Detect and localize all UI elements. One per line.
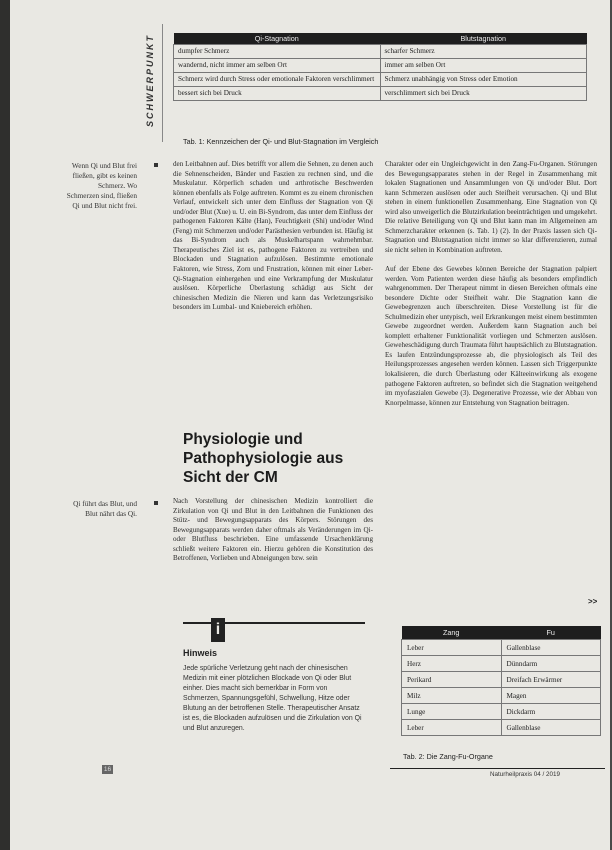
table-cell: bessert sich bei Druck xyxy=(174,87,381,101)
table2-caption: Tab. 2: Die Zang-Fu-Organe xyxy=(403,752,493,761)
table-cell: scharfer Schmerz xyxy=(380,45,587,59)
table-cell: Dreifach Erwärmer xyxy=(501,672,601,688)
page-number: 16 xyxy=(103,766,112,773)
table2-header-fu: Fu xyxy=(501,626,601,640)
table-cell: Dünndarm xyxy=(501,656,601,672)
table-cell: Perikard xyxy=(402,672,502,688)
table-row xyxy=(402,720,601,736)
table-cell: Schmerz unabhängig von Stress oder Emotion xyxy=(380,73,587,87)
table-cell: Lunge xyxy=(402,704,502,720)
magazine-page xyxy=(10,0,610,850)
table2-header-zang: Zang xyxy=(402,626,502,640)
table-cell: Leber xyxy=(402,720,502,736)
margin-note-2: Qi führt das Blut, und Blut nährt das Qi. xyxy=(73,499,137,518)
table1-header-qi: Qi-Stagnation xyxy=(174,33,381,45)
table-cell: Herz xyxy=(402,656,502,672)
margin-bullet xyxy=(154,163,158,167)
column2-text: Charakter oder ein Ungleichgewicht in den Zang-Fu-Organen. Störungen des Bewegungsapparates stehen in der Regel in Zusammenhang mit lokalen Stagnationen und Ansammlungen von Qi und/oder Blut. Dort kann Schmerzen auslösen oder auch Steifheit verursachen. Qi und Blut stehen in einem funktionellen Zusammenhang. Eine Stagnation von Qi wird also unweigerlich die Blutzirkulation beeinträchtigen und umgekehrt. Die relative Beteiligung von Qi und Blut kann man im Allgemeinen am Schmerzcharakter erkennen (s. Tab. 1) (2). In der Praxis lassen sich Qi-Stagnation und Blutstagnation nicht immer so klar differenzieren, zumal sie nicht selten in Kombination auftreten. Auf der Ebene des Gewebes können Bereiche der Stagnation palpiert werden. Vom Patienten werden diese häufig als besonders empfindlich wahrgenommen. Der Therapeut nimmt in diesen Bereichen oftmals eine besondere Dichte oder Steifheit wahr. Die Stagnation kann die Gewebegrenzen auch überschreiten. Diese Vorstellung ist für die Schulmedizin eher untypisch, weil Erkrankungen meist einem bestimmten Gewebe zugeordnet werden. Außerdem kann Stagnation auch bei komplett erhaltener Funktionalität vorliegen und Schmerzen auslösen. Geweheschädigung durch Traumata führt hauptsächlich zu Blutstagnation. Es laufen Entzündungsprozesse ab, die physiologisch als Teil des Heilungsprozesses angesehen werden können. Lassen sich Triggerpunkte lokalisieren, die durch Überlastung oder Kälteeinwirkung als exogene pathogene Faktoren auftreten, so befindet sich die Stagnation weitgehend im myofaszialen Gewebe (3). Degenerative Prozesse, wie der Abbau von Knorpelmasse, können zur Entstehung von Stagnation beitragen. xyxy=(385,160,597,407)
table1-header-blood: Blutstagnation xyxy=(380,33,587,45)
table-cell: dumpfer Schmerz xyxy=(174,45,381,59)
table-row xyxy=(174,73,587,87)
table1-caption: Tab. 1: Kennzeichen der Qi- und Blut-Stagnation im Vergleich xyxy=(183,137,379,146)
table-cell: Milz xyxy=(402,688,502,704)
table-row xyxy=(402,688,601,704)
table-cell: verschlimmert sich bei Druck xyxy=(380,87,587,101)
section-divider xyxy=(162,24,163,142)
table-cell: immer am selben Ort xyxy=(380,59,587,73)
table-row xyxy=(402,672,601,688)
table-row xyxy=(402,640,601,656)
table-row xyxy=(402,704,601,720)
table-cell: Schmerz wird durch Stress oder emotionale Faktoren verschlimmert xyxy=(174,73,381,87)
footer-publication: Naturheilpraxis 04 / 2019 xyxy=(490,771,561,778)
table-row xyxy=(402,656,601,672)
info-icon: i xyxy=(211,618,225,642)
info-text: Jede spürliche Verletzung geht nach der chinesischen Medizin mit einer plötzlichen Blockade von Qi oder Blut einher. Dies macht sich bemerkbar in Form von Schmerzen, Spannungsgefühl, Schwellung, Hitze oder Blutung an der betroffenen Stelle. Therapeutischer Ansatz ist es, die Blockaden aufzulösen und die Zirkulation von Qi und Blut anzuregen. xyxy=(183,665,362,732)
margin-bullet xyxy=(154,501,158,505)
footer-rule xyxy=(390,768,605,769)
table-cell: Magen xyxy=(501,688,601,704)
table-row xyxy=(174,59,587,73)
continue-marker: >> xyxy=(588,597,598,606)
table-row xyxy=(174,45,587,59)
section-label: SCHWERPUNKT xyxy=(145,34,155,127)
table-cell: Gallenblase xyxy=(501,720,601,736)
column1-bottom-text: Nach Vorstellung der chinesischen Medizin kontrolliert die Zirkulation von Qi und Blut in den Leitbahnen die Funktionen des Stütz- und Bewegungsapparats des Körpers. Störungen des Bewegungsapparats werden daher oftmals als Veränderungen im Qi- oder Blutfluss beschrieben. Eine umfassende Ursachenklärung schließt weitere Faktoren ein. Hierzu gehören die Konstitution des Betroffenen, Vorlieben und Abneigungen bzw. sein xyxy=(173,497,373,563)
table-cell: Leber xyxy=(402,640,502,656)
page-shadow xyxy=(0,0,10,850)
table-cell: Gallenblase xyxy=(501,640,601,656)
table-row xyxy=(174,87,587,101)
table-zang-fu xyxy=(401,626,601,736)
table-cell: wandernd, nicht immer am selben Ort xyxy=(174,59,381,73)
column1-top-text: den Leitbahnen auf. Dies betrifft vor allem die Sehnen, zu denen auch die Sehnenscheiden, Bänder und Faszien zu rechnen sind, und die Muskulatur. Körperlich schaden und arthrotische Beschwerden können ebenfalls als Folge auftreten. Kommt es zu einem chronischen Verlauf, entwickelt sich unter dem Einfluss der Stagnation von Qi und/oder Blut (Xue) u. U. ein Bi-Syndrom, das unter dem Einfluss der pathogenen Faktoren Kälte (Han), Feuchtigkeit (Shi) und/oder Wind (Feng) mit Schmerzen und/oder Parästhesien verbunden ist. Häufig ist das Bi-Syndrom auch als Muskelhartspann wahrnehmbar. Therapeutisches Ziel ist es, pathogene Faktoren zu vertreiben und Blockaden und Stagnation aufzulösen. Bestimmte emotionale Faktoren, wie Stress, Zorn und Frustration, können mit einer Leber-Qi-Stagnation einhergehen und eine Verkrampfung der Muskulatur auslösen. Körperliche Überlastung schädigt aus Sicht der chinesischen Medizin die Nieren und kann das Verletzungsrisiko besonders im Lumbal- und Kniebereich erhöhen. xyxy=(173,160,373,312)
info-title: Hinweis xyxy=(183,648,218,658)
table-qi-blood-stagnation xyxy=(173,33,587,101)
section-heading: Physiologie und Pathophysiologie aus Sicht der CM xyxy=(183,431,344,486)
margin-note-1: Wenn Qi und Blut frei fließen, gibt es keinen Schmerz. Wo Schmerzen sind, fließen Qi und Blut nicht frei. xyxy=(66,161,137,210)
table-cell: Dickdarm xyxy=(501,704,601,720)
